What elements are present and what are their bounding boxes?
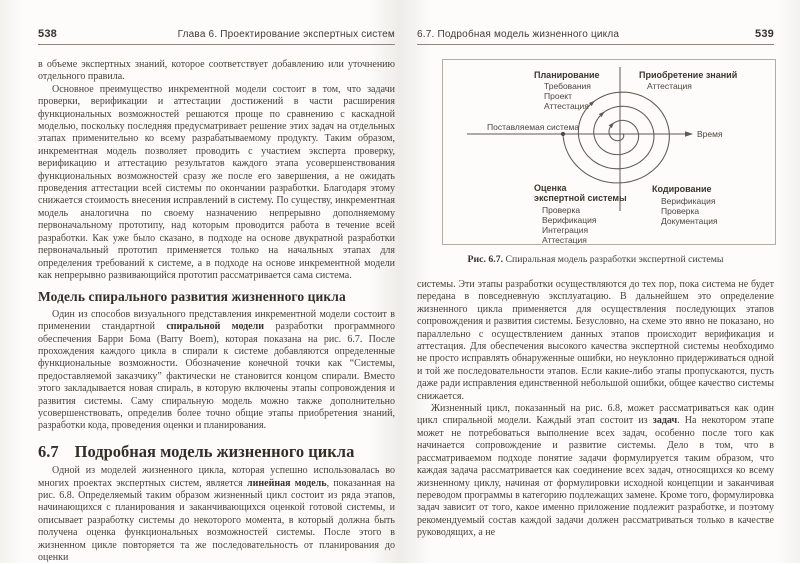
delivered-system-label: Поставляемая система <box>487 122 580 132</box>
quadrant-acquisition-title: Приобретение знаний <box>639 70 738 80</box>
spiral-diagram-svg <box>443 60 775 244</box>
quadrant-item: Проверка <box>542 205 581 215</box>
bold-term: линейная модель <box>247 477 327 489</box>
left-page-number: 538 <box>38 28 57 40</box>
right-running-head <box>417 28 774 45</box>
section-heading <box>38 441 395 461</box>
section-number: 6.7 <box>38 441 59 461</box>
figure-spiral-model <box>442 59 776 245</box>
quadrant-item: Аттестация <box>544 101 589 111</box>
right-page <box>417 28 774 540</box>
quadrant-coding-title: Кодирование <box>652 184 712 194</box>
quadrant-item: Верификация <box>661 196 716 206</box>
quadrant-coding-items <box>661 196 718 226</box>
figure-caption-label: Рис. 6.7. <box>467 254 504 265</box>
quadrant-item: Проверка <box>661 206 700 216</box>
spiral-direction-arrow-icon <box>609 122 615 128</box>
quadrant-acquisition-items <box>647 81 692 91</box>
figure-caption-text: Спиральная модель разработки экспертной системы <box>503 254 724 265</box>
body-paragraph <box>38 465 395 564</box>
right-page-body <box>417 279 774 540</box>
bold-term: спиральной модели <box>166 321 265 333</box>
bold-term: задач <box>652 415 678 427</box>
right-running-head-text: 6.7. Подробная модель жизненного цикла <box>417 29 620 40</box>
quadrant-evaluation-items <box>542 205 596 245</box>
section-title: Подробная модель жизненного цикла <box>74 441 355 461</box>
quadrant-planning-items <box>544 81 591 111</box>
right-page-number: 539 <box>755 28 774 40</box>
quadrant-item: Интеграция <box>542 225 589 235</box>
quadrant-item: Аттестация <box>542 235 587 245</box>
body-paragraph <box>417 403 774 539</box>
figure-caption <box>417 254 774 265</box>
paragraph-text: разработки программного обеспечения Барри Бома (Barry Boem), которая показана на рис. 6.7. После прохождения каждого цикла в спирали к системе добавляются определенные функциональные возможности. Обозначение конечной точки как “Системы, предоставляемой заказчику” фактически не становится концом спирали. Вместо этого закладывается новая спираль, в которую включены этапы сопровождения и развития системы. Саму спиральную модель можно также дополнительно усовершенствовать, определив более точно общие этапы приобретения знаний, разработки кода, проведения оценки и планирования. <box>38 321 395 432</box>
paragraph-text: Один из способов визуального представления инкрементной модели состоит в применении стандартной <box>38 308 395 333</box>
quadrant-evaluation-title <box>534 183 627 203</box>
body-paragraph: Основное преимущество инкрементной модели состоит в том, что задачи проверки, верификации и аттестации достижений в части расширения функциональных возможностей решаются проще по сравнению с каскадной моделью, поскольку последняя предусматривает решение этих задач на отдельных этапах применительно ко всему разрабатываемому продукту. Таким образом, инкрементная модель позволяет проводить с участием эксперта проверку, верификацию и аттестацию результатов каждого этапа усовершенствования функциональных возможностей сразу же после его завершения, а не ожидать проведения аттестации всей системы по окончании разработки. Благодаря этому снижается стоимость внесения исправлений в систему. По существу, инкрементная модель аналогична по своему назначению непрерывно дополняемому первоначальному прототипу, над которым проводится работа в течение всей разработки. Как уже было сказано, в подходе на основе двукратной разработки первоначальный прототип применяется только на начальных этапах для определения требований к системе, а в подходе на основе инкрементной модели как непрерывно развивающийся прототип рассматривается сама система. <box>38 83 395 281</box>
quadrant-item: Документация <box>661 216 718 226</box>
quadrant-item: Требования <box>544 81 591 91</box>
paragraph-text: . На некотором этапе может не потребоваться выполнение всех задач, особенно после того как начинается сопровождение и развитие системы. Дело в том, что в рассматриваемом подходе понятие задачи формулируется таким образом, что каждая задача рассматривается как соединение всех задач, относящихся ко всему жизненному циклу, начиная от формулировки исходной концепции и заканчивая переводом программы в категорию подлежащих замене. Кроме того, формулировка задач зависит от того, какое именно приложение подлежит разработке, и поэтому рекомендуемый состав каждой задачи должен рассматриваться только в качестве руководящих, а не <box>417 415 774 539</box>
body-paragraph: системы. Эти этапы разработки осуществляются до тех пор, пока система не будет передана в повседневную эксплуатацию. В дальнейшем это определение жизненного цикла применяется для осуществления последующих этапов сопровождения и развития системы. Безусловно, на схеме это явно не показано, но параллельно с осуществлением данных этапов происходит верификация и аттестация. Для обеспечения высокого качества экспертной системы необходимо не просто исправлять обнаруженные ошибки, но неуклонно придерживаться одной и той же последовательности этапов. Если какие-либо этапы пропускаются, пусть даже ради исправления единственной небольшой ошибки, общее качество системы снижается. <box>417 279 774 402</box>
paragraph-text: Одной из моделей жизненного цикла, которая успешно использовалась во многих проектах экспертных систем, является <box>38 465 395 489</box>
paragraph-text: , показанная на рис. 6.8. Определяемый таким образом жизненный цикл состоит из ряда этапов, начинающихся с планирования и заканчивающихся оценкой готовой системы, и описывает разработку системы до некоторого момента, в который должна быть получена оценка функциональных возможностей системы. После этого в жизненном цикле повторяется та же последовательность от планирования до оценки <box>38 477 395 564</box>
body-paragraph <box>38 309 395 433</box>
quadrant-item: Проект <box>544 91 572 101</box>
left-running-head <box>38 28 395 45</box>
body-paragraph: в объеме экспертных знаний, которое соответствует добавлению или уточнению отдельного правила. <box>38 59 395 83</box>
left-running-head-text: Глава 6. Проектирование экспертных систем <box>177 29 395 40</box>
quadrant-evaluation-title-line1: Оценка <box>534 183 567 193</box>
time-axis-arrow-icon <box>685 131 693 137</box>
quadrant-item: Аттестация <box>647 81 692 91</box>
subsection-heading: Модель спирального развития жизненного цикла <box>38 289 346 305</box>
spiral-end-dot <box>561 132 565 136</box>
quadrant-planning-title: Планирование <box>534 70 600 80</box>
left-page <box>38 28 395 564</box>
paragraph-text: Жизненный цикл, показанный на рис. 6.8, может рассматриваться как один цикл спиральной модели. Каждый этап состоит из <box>417 403 774 427</box>
quadrant-item: Верификация <box>542 215 597 225</box>
quadrant-evaluation-title-line2: экспертной системы <box>534 193 627 203</box>
time-axis-label: Время <box>697 129 723 139</box>
left-page-body <box>38 59 395 564</box>
